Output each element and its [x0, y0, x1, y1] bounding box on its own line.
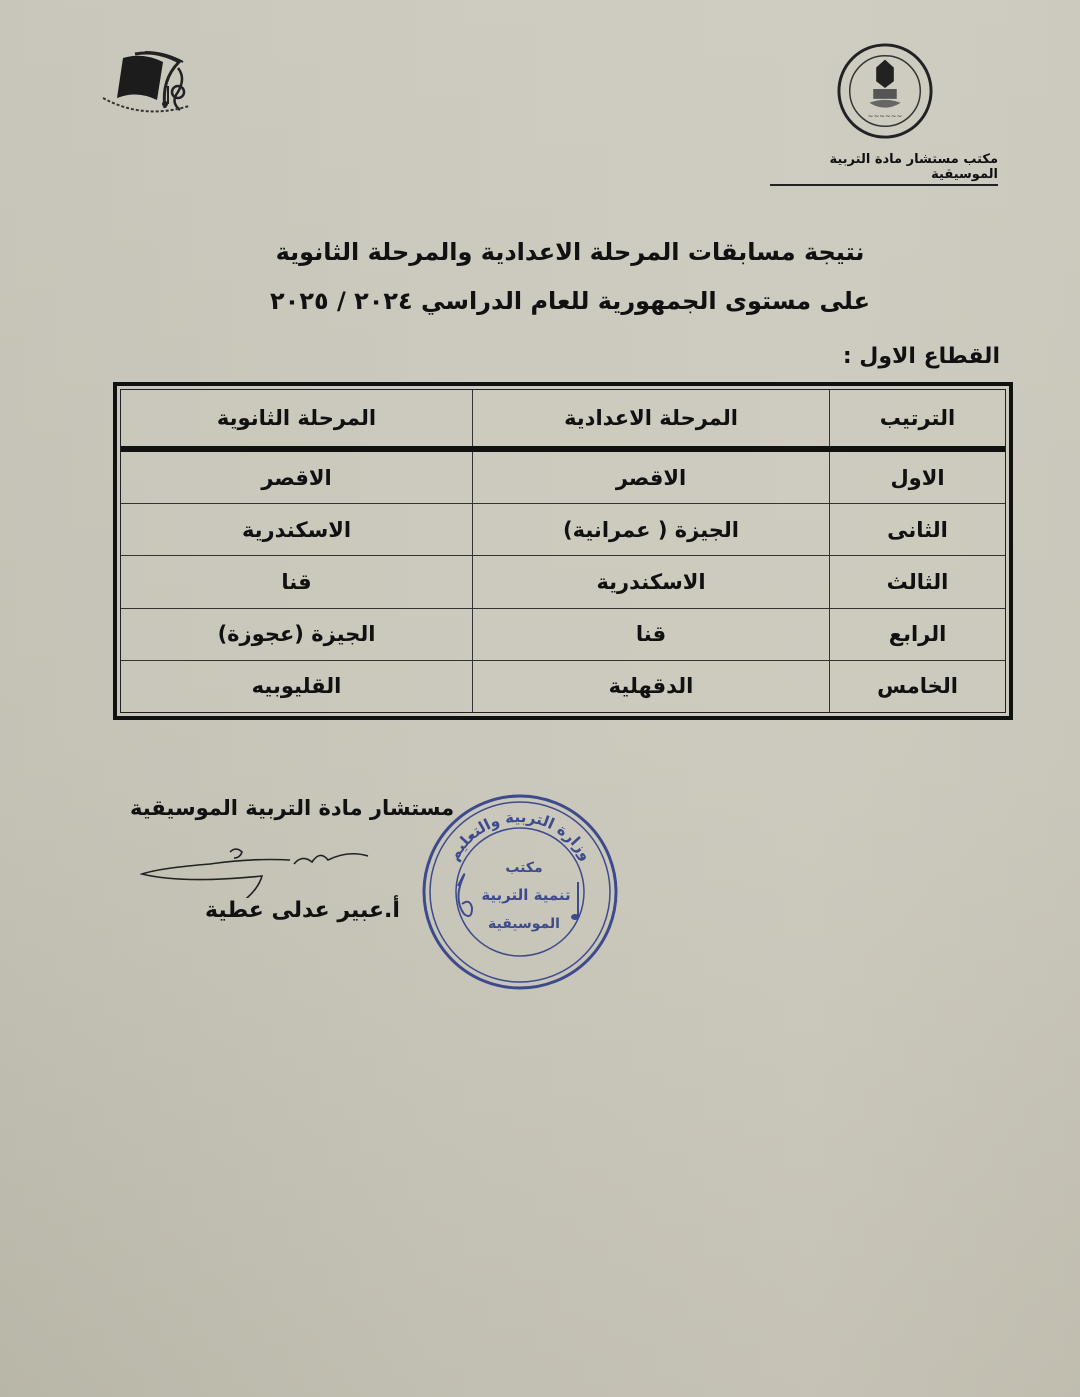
rank-cell: الثانى [829, 504, 1005, 555]
svg-text:تنمية التربية: تنمية التربية [481, 886, 571, 904]
document-title-line2: على مستوى الجمهورية للعام الدراسي ٢٠٢٤ / ٢٠٢٥ [270, 287, 870, 315]
table-row [121, 661, 1005, 712]
secondary-cell: قنا [281, 570, 312, 594]
signatory-name: أ.عبير عدلى عطية [205, 898, 400, 923]
ministry-seal-icon [836, 42, 934, 140]
table-row [121, 556, 1005, 608]
rank-cell: الرابع [829, 609, 1005, 660]
svg-text:مكتب: مكتب [505, 860, 543, 876]
music-education-logo-icon [95, 48, 200, 118]
header-secondary: المرحلة الثانوية [216, 406, 377, 430]
rank-cell: الثالث [829, 556, 1005, 607]
document-title-line1: نتيجة مسابقات المرحلة الاعدادية والمرحلة الثانوية [275, 238, 865, 266]
header-rank: الترتيب [829, 390, 1005, 446]
table-header-row [121, 390, 1005, 452]
office-stamp-icon [418, 790, 622, 994]
sector-label: القطاع الاول : [842, 344, 1000, 369]
results-table [113, 382, 1013, 720]
table-row [121, 452, 1005, 504]
preparatory-cell: الجيزة ( عمرانية) [472, 504, 829, 555]
secondary-cell: الاقصر [261, 465, 332, 490]
rank-cell: الاول [829, 452, 1005, 503]
svg-text:~~~~~~: ~~~~~~ [867, 112, 903, 121]
preparatory-cell: الاقصر [472, 452, 829, 503]
preparatory-cell: الاسكندرية [472, 556, 829, 607]
table-row [121, 504, 1005, 556]
header-preparatory: المرحلة الاعدادية [472, 390, 829, 446]
preparatory-cell: قنا [472, 609, 829, 660]
secondary-cell: الجيزة (عجوزة) [217, 622, 376, 647]
signatory-title: مستشار مادة التربية الموسيقية [130, 796, 455, 820]
secondary-cell: الاسكندرية [241, 517, 352, 542]
handwritten-signature-icon [140, 838, 380, 898]
svg-text:وزارة التربية والتعليم: وزارة التربية والتعليم [444, 807, 596, 864]
rank-cell: الخامس [829, 661, 1005, 712]
secondary-cell: القليوبيه [251, 674, 342, 699]
svg-text:الموسيقية: الموسيقية [488, 916, 560, 932]
table-row [121, 609, 1005, 661]
preparatory-cell: الدقهلية [472, 661, 829, 712]
office-header: مكتب مستشار مادة التربية الموسيقية [770, 152, 998, 186]
